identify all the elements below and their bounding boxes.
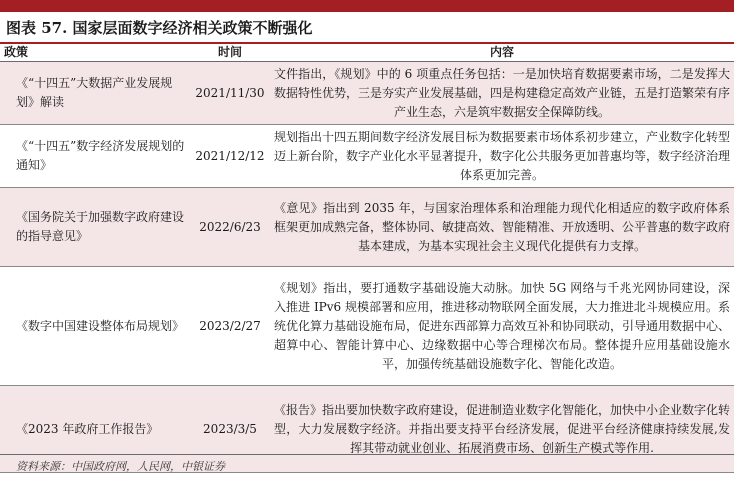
policy-date: 2023/3/5 [190, 386, 270, 473]
policy-content: 《规划》指出，要打通数字基础设施大动脉。加快 5G 网络与千兆光网协同建设，深入推进 IPv6 规模部署和应用，推进移动物联网全面发展，大力推进北斗规模应用。系统优化算力基础设施布局，促进东西部算力高效互补和协同联动，引导通用数据中心、超算中心、智能计算中心、边缘数据中心等合理梯次布局。整体提升应用基础设施水平，加强传统基础设施数字化、智能化改造。 [270, 267, 734, 386]
figure-title: 图表 57. 国家层面数字经济相关政策不断强化 [6, 19, 313, 37]
policy-date: 2021/12/12 [190, 125, 270, 188]
source-note: 资料来源：中国政府网，人民网，中银证券 [16, 460, 225, 473]
policy-name: 《2023 年政府工作报告》 [0, 386, 190, 473]
policy-content: 文件指出，《规划》中的 6 项重点任务包括：一是加快培育数据要素市场，二是发挥大数据特性优势，三是夯实产业发展基础，四是构建稳定高效产业链，五是打造繁荣有序产业生态，六是筑牢数据安全保障防线。 [270, 62, 734, 125]
header-content: 内容 [270, 44, 734, 62]
policy-table [0, 44, 734, 473]
table-row [0, 125, 734, 188]
policy-content: 规划指出十四五期间数字经济发展目标为数据要素市场体系初步建立，产业数字化转型迈上新台阶，数字产业化水平显著提升，数字化公共服务更加普惠均等，数字经济治理体系更加完善。 [270, 125, 734, 188]
header-policy: 政策 [0, 44, 190, 62]
policy-date: 2022/6/23 [190, 188, 270, 267]
header-date: 时间 [190, 44, 270, 62]
policy-content: 《意见》指出到 2035 年，与国家治理体系和治理能力现代化相适应的数字政府体系框架更加成熟完备，整体协同、敏捷高效、智能精准、开放透明、公平普惠的数字政府基本建成，为基本实现社会主义现代化提供有力支撑。 [270, 188, 734, 267]
table-bottom-rule [0, 454, 734, 455]
table-row [0, 62, 734, 125]
policy-name: 《“十四五”数字经济发展规划的通知》 [0, 125, 190, 188]
policy-date: 2023/2/27 [190, 267, 270, 386]
policy-name: 《“十四五”大数据产业发展规划》解读 [0, 62, 190, 125]
table-row [0, 267, 734, 386]
table-header-row [0, 44, 734, 62]
policy-name: 《数字中国建设整体布局规划》 [0, 267, 190, 386]
top-accent-bar [0, 0, 734, 12]
policy-content: 《报告》指出要加快数字政府建设，促进制造业数字化智能化，加快中小企业数字化转型，大力发展数字经济。并指出要支持平台经济发展，促进平台经济健康持续发展,发挥其带动就业创业、拓展消费市场、创新生产模式等作用. [270, 386, 734, 473]
policy-name: 《国务院关于加强数字政府建设的指导意见》 [0, 188, 190, 267]
policy-date: 2021/11/30 [190, 62, 270, 125]
table-row [0, 188, 734, 267]
